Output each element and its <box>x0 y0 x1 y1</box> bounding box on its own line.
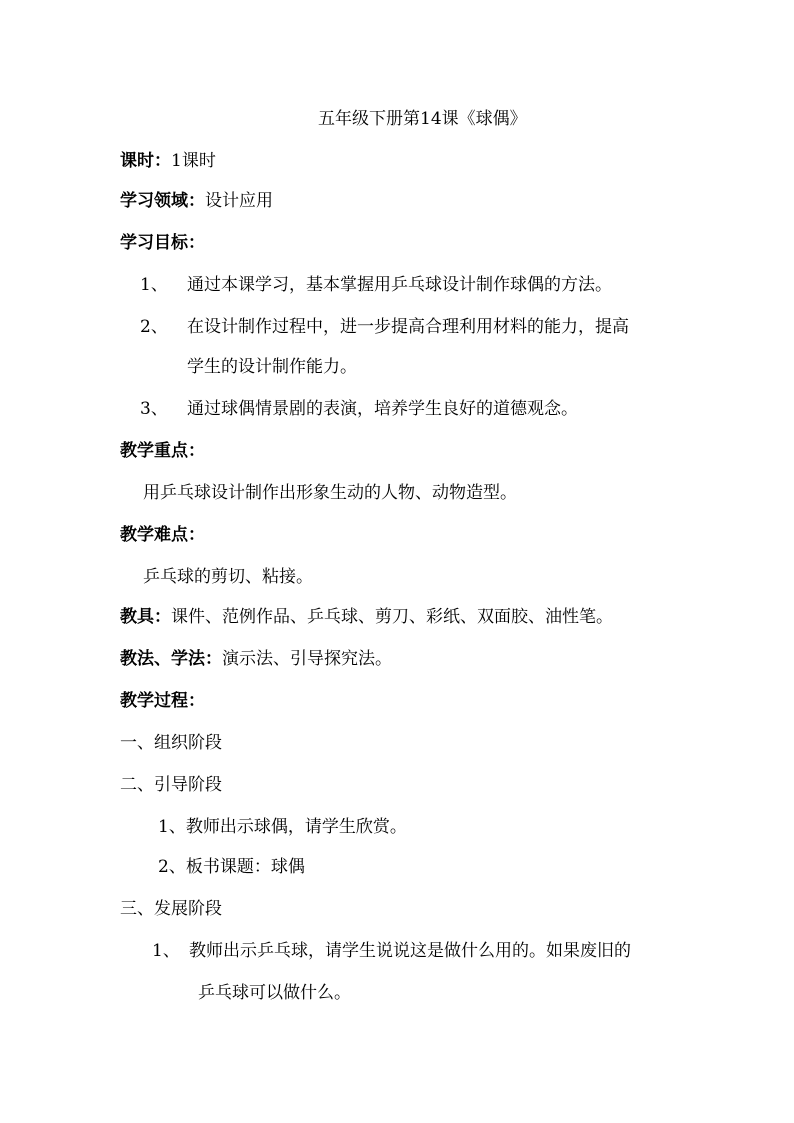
objective-2-num: 2、 <box>140 317 168 337</box>
document-title: 五年级下册第14课《球偶》 <box>318 109 527 129</box>
stage-1-heading: 一、组织阶段 <box>120 733 222 753</box>
tools-label: 教具： <box>120 607 171 627</box>
objective-2-text-cont: 学生的设计制作能力。 <box>187 357 357 377</box>
objective-2-text: 在设计制作过程中，进一步提高合理利用材料的能力，提高 <box>187 317 629 337</box>
key-point-label: 教学重点： <box>120 441 205 461</box>
tools-value: 课件、范例作品、乒乓球、剪刀、彩纸、双面胶、油性笔。 <box>171 607 613 627</box>
stage-3-item-1-num: 1、 <box>152 941 180 961</box>
objective-1-text: 通过本课学习，基本掌握用乒乓球设计制作球偶的方法。 <box>187 275 612 295</box>
stage-2-item-1: 1、教师出示球偶，请学生欣赏。 <box>158 817 407 837</box>
stage-2-heading: 二、引导阶段 <box>120 775 222 795</box>
objective-3-num: 3、 <box>140 399 168 419</box>
stage-3-heading: 三、发展阶段 <box>120 899 222 919</box>
key-point-text: 用乒乓球设计制作出形象生动的人物、动物造型。 <box>143 483 517 503</box>
domain-value: 设计应用 <box>205 191 273 211</box>
domain-line <box>120 190 273 212</box>
stage-2-item-2: 2、板书课题：球偶 <box>158 857 305 877</box>
tools-line <box>120 606 613 628</box>
domain-label: 学习领域： <box>120 191 205 211</box>
objective-3-text: 通过球偶情景剧的表演，培养学生良好的道德观念。 <box>187 399 578 419</box>
methods-value: 演示法、引导探究法。 <box>222 649 392 669</box>
class-hours-line <box>120 150 216 172</box>
methods-line <box>120 648 392 670</box>
objective-1-num: 1、 <box>140 275 168 295</box>
stage-3-item-1-text-cont: 乒乓球可以做什么。 <box>198 983 351 1003</box>
difficulty-label: 教学难点： <box>120 525 205 545</box>
objectives-label: 学习目标： <box>120 233 205 253</box>
difficulty-text: 乒乓球的剪切、粘接。 <box>143 567 313 587</box>
process-label: 教学过程： <box>120 691 205 711</box>
stage-3-item-1-text: 教师出示乒乓球，请学生说说这是做什么用的。如果废旧的 <box>189 941 631 961</box>
class-hours-value: 1课时 <box>171 151 216 171</box>
methods-label: 教法、学法： <box>120 649 222 669</box>
class-hours-label: 课时： <box>120 151 171 171</box>
